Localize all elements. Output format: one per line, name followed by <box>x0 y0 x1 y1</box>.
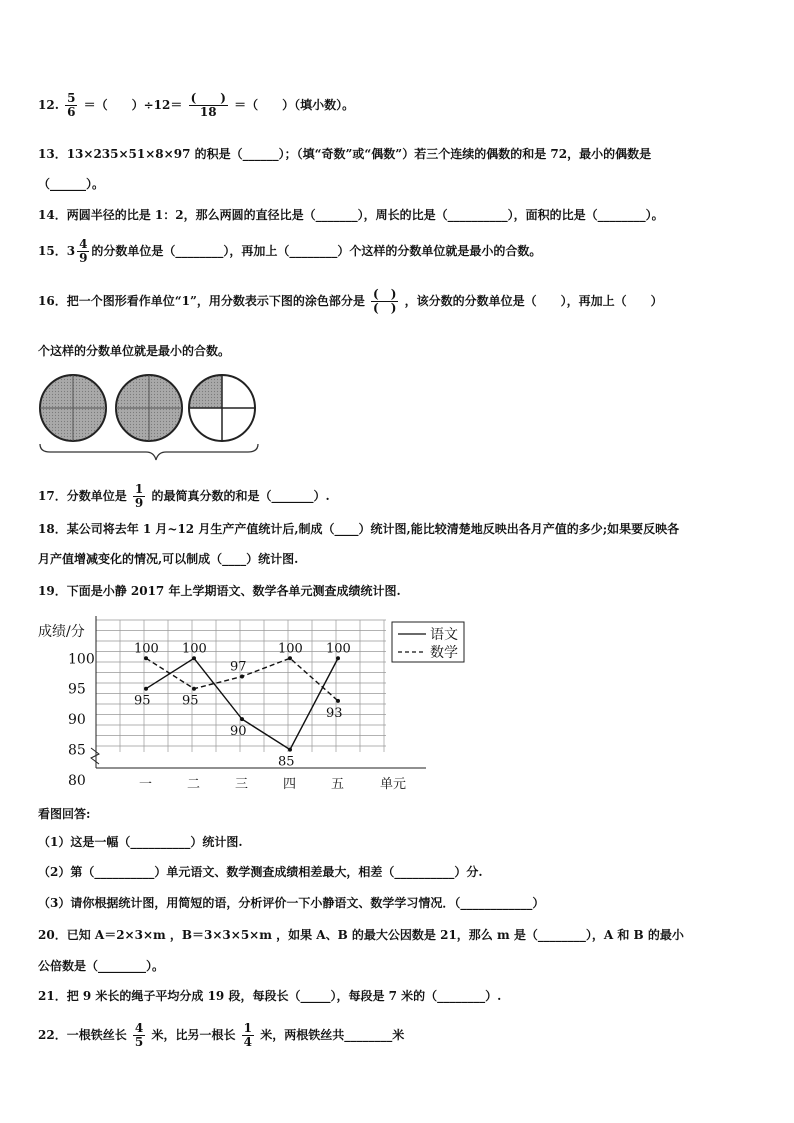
q12: 12. $\frac{5}{6}$ ＝（ ）÷12＝ $\frac{( )}{18}$ ＝（ ）（填小数）。 <box>38 91 355 119</box>
axis-break <box>91 748 99 764</box>
line-chart <box>36 614 476 794</box>
q15: 15．3 $\frac{4}{9}$ 的分数单位是（________），再加上（________）个这样的分数单位就是最小的合数。 <box>38 237 542 265</box>
x-tick-label: 五 <box>331 777 345 792</box>
q13-line-2: （______）。 <box>38 177 105 191</box>
q16-fraction: $\frac{( )}{( )}$ <box>373 287 397 315</box>
data-point <box>144 687 148 691</box>
q19-sub-1: （1）这是一幅（__________）统计图. <box>38 835 243 849</box>
q20-line-2: 公倍数是（________）。 <box>38 959 165 973</box>
data-point <box>288 656 292 660</box>
q18-line-1: 18．某公司将去年 1 月~12 月生产产值统计后,制成（____）统计图,能比较清楚地反映出各月产值的多少;如果要反映各 <box>38 522 680 536</box>
data-point <box>192 687 196 691</box>
x-tick-label: 二 <box>187 777 201 792</box>
data-label-yuwen: 90 <box>230 724 247 740</box>
data-label-shuxue: 97 <box>230 659 247 675</box>
data-label-yuwen: 95 <box>134 693 151 709</box>
x-tick-label: 三 <box>235 777 249 792</box>
q19-title: 19．下面是小静 2017 年上学期语文、数学各单元测查成绩统计图. <box>38 584 401 598</box>
data-point <box>336 699 340 703</box>
data-label-shuxue: 93 <box>326 705 343 721</box>
data-point <box>192 656 196 660</box>
y-tick-label: 95 <box>68 681 86 698</box>
data-label-yuwen: 100 <box>326 641 351 657</box>
q14: 14．两圆半径的比是 1：2，那么两圆的直径比是（_______），周长的比是（__________），面积的比是（________）。 <box>38 208 664 222</box>
legend-label-shuxue: 数学 <box>430 645 458 661</box>
q21: 21．把 9 米长的绳子平均分成 19 段，每段长（_____），每段是 7 米的（________）. <box>38 989 502 1003</box>
y-tick-label: 80 <box>68 773 86 789</box>
q20-line-1: 20．已知 A＝2×3×m ，B＝3×3×5×m ，如果 A、B 的最大公因数是 21，那么 m 是（________），A 和 B 的最小 <box>38 928 684 942</box>
y-tick-label: 90 <box>68 712 86 729</box>
x-tick-label: 一 <box>139 777 153 792</box>
q15-fraction: $\frac{4}{9}$ <box>79 237 88 265</box>
q17-fraction: $\frac{1}{9}$ <box>134 482 144 510</box>
x-axis-label: 单元 <box>380 777 407 792</box>
data-point <box>288 748 292 752</box>
q16-line-1: 16．把一个图形看作单位“1”，用分数表示下图的涂色部分是 $\frac{( )}{( )}$ ，该分数的分数单位是（ ），再加上（ ） <box>38 287 663 315</box>
data-point <box>336 656 340 660</box>
q16-line-2: 个这样的分数单位就是最小的合数。 <box>38 344 231 358</box>
x-tick-label: 四 <box>283 777 297 792</box>
q13-line-1: 13．13×235×51×8×97 的积是（______）；（填“奇数”或“偶数”）若三个连续的偶数的和是 72，最小的偶数是 <box>38 147 652 161</box>
data-label-shuxue: 100 <box>134 641 159 657</box>
q16-circles-figure <box>36 372 266 472</box>
q12-fraction-2: $\frac{( )}{18}$ <box>190 91 226 119</box>
q19-sub-3: （3）请你根据统计图，用简短的语，分析评价一下小静语文、数学学习情况．（____________） <box>38 896 545 910</box>
brace <box>40 444 258 460</box>
q22-fraction-1: $\frac{4}{5}$ <box>134 1021 144 1049</box>
y-tick-label: 85 <box>68 742 86 759</box>
y-tick-label: 100 <box>68 651 95 668</box>
q17: 17．分数单位是 $\frac{1}{9}$ 的最简真分数的和是（_______）. <box>38 482 330 510</box>
shaded-circle-1 <box>40 375 106 441</box>
partial-circle-3 <box>189 375 255 441</box>
q18-line-2: 月产值增减变化的情况,可以制成（____）统计图. <box>38 552 299 566</box>
legend-label-yuwen: 语文 <box>430 627 458 643</box>
y-axis-label: 成绩/分 <box>38 624 85 640</box>
q12-fraction-1: $\frac{5}{6}$ <box>67 91 76 119</box>
q19-sub-2: （2）第（__________）单元语文、数学测查成绩相差最大，相差（__________）分. <box>38 865 483 879</box>
data-point <box>240 675 244 679</box>
data-point <box>144 656 148 660</box>
data-label-yuwen: 100 <box>182 641 207 657</box>
q19-prompt: 看图回答: <box>38 807 91 821</box>
data-label-shuxue: 100 <box>278 641 303 657</box>
data-label-yuwen: 85 <box>278 754 295 770</box>
shaded-circle-2 <box>116 375 182 441</box>
data-point <box>240 717 244 721</box>
q22-fraction-2: $\frac{1}{4}$ <box>243 1021 252 1049</box>
q22: 22．一根铁丝长 $\frac{4}{5}$ 米，比另一根长 $\frac{1}{4}$ 米，两根铁丝共________米 <box>38 1021 405 1049</box>
data-label-shuxue: 95 <box>182 693 199 709</box>
